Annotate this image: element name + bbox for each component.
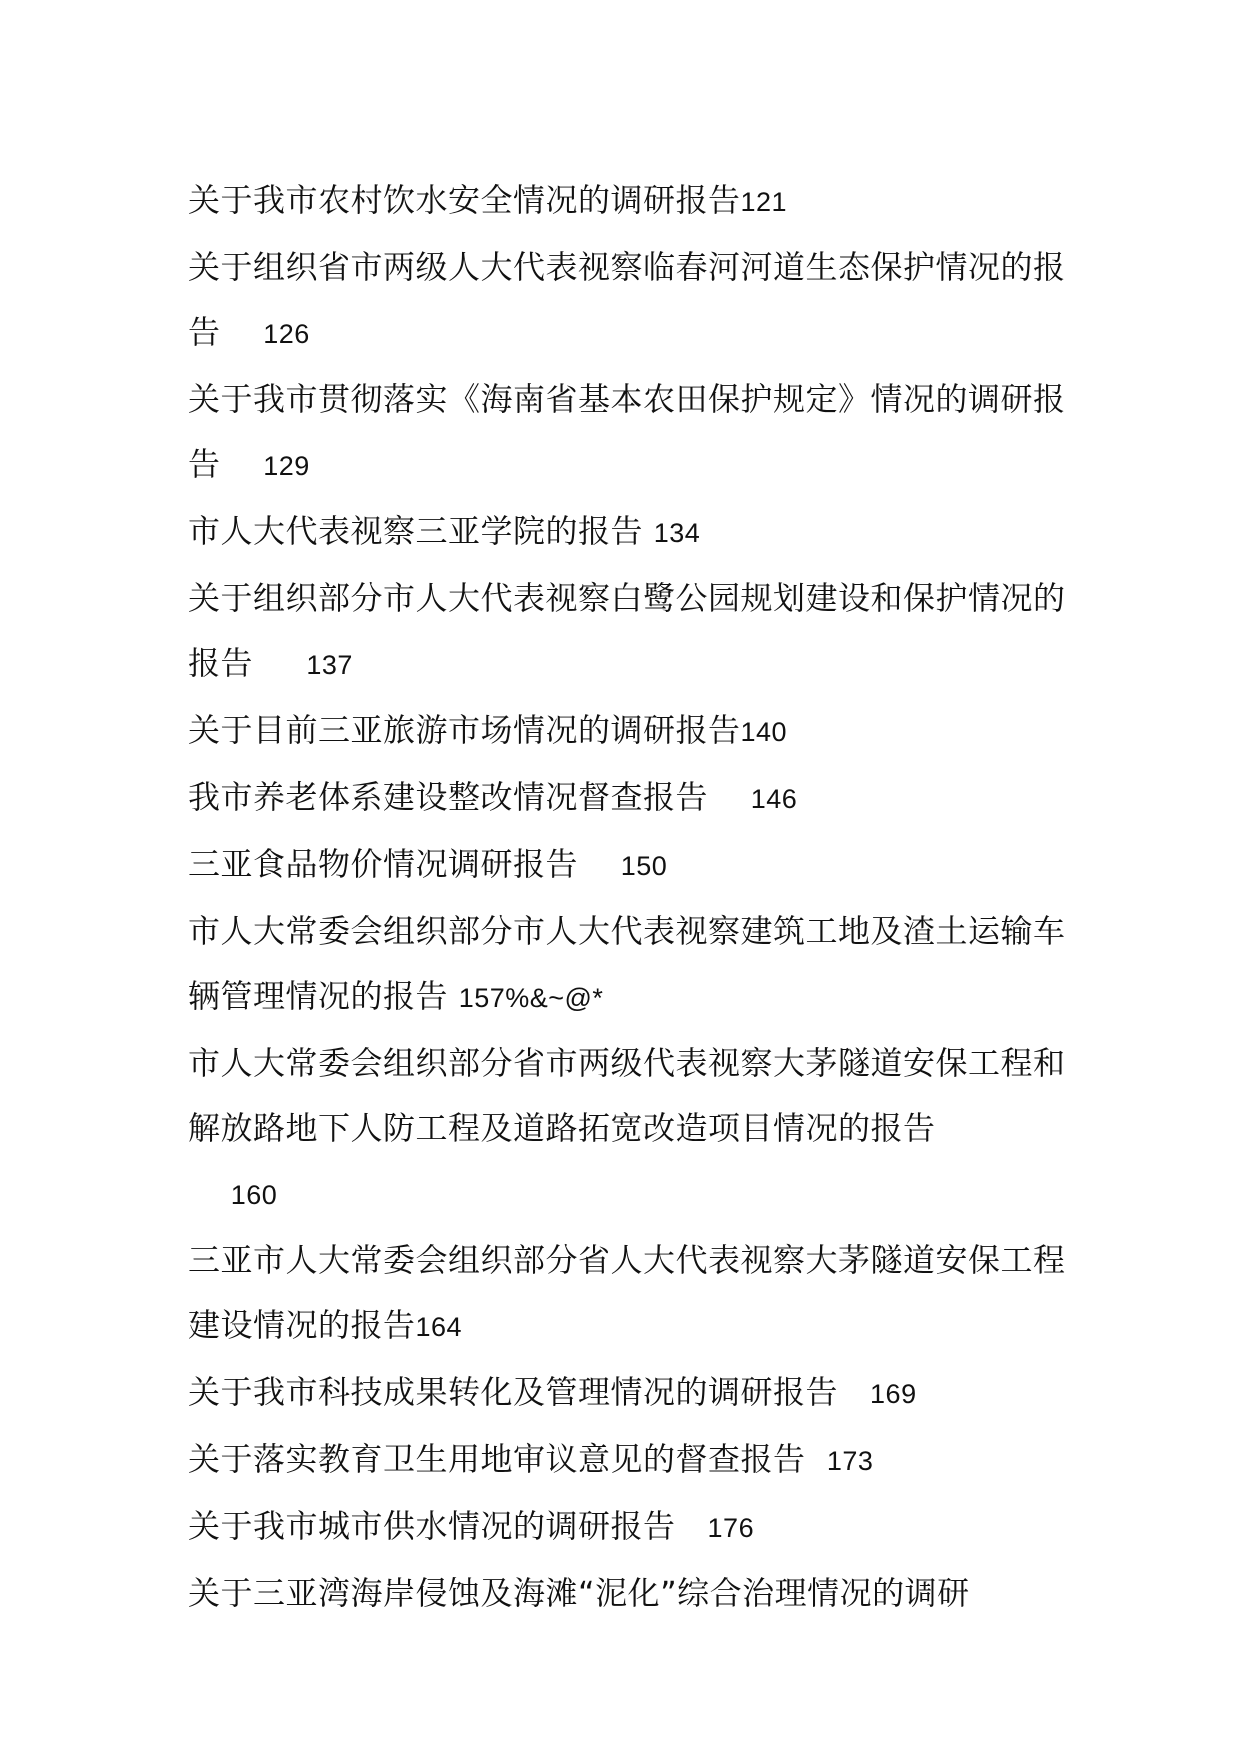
toc-entry [188,832,1068,899]
toc-entry-page: 140 [740,717,788,747]
toc-entry-page: 169 [870,1379,917,1409]
toc-entry-page: 157%&~@* [458,983,604,1013]
toc-entry-title: 市人大常委会组织部分市人大代表视察建筑工地及渣土运输车辆管理情况的报告 [188,912,1066,1015]
toc-entry-title: 市人大常委会组织部分省市两级代表视察大茅隧道安保工程和解放路地下人防工程及道路拓宽改造项目情况的报告 [188,1044,1066,1147]
toc-entry [188,1228,1068,1360]
toc-entry-title: 三亚市人大常委会组织部分省人大代表视察大茅隧道安保工程建设情况的报告 [188,1241,1066,1344]
toc-entry-page: 173 [826,1446,874,1476]
toc-entry-title: 关于我市科技成果转化及管理情况的调研报告 [188,1373,839,1411]
toc-entry [188,1360,1068,1427]
toc-entry [188,499,1068,566]
toc-entry-title: 关于我市城市供水情况的调研报告 [188,1507,676,1545]
toc-entry [188,765,1068,832]
toc-entry-title: 关于我市农村饮水安全情况的调研报告 [188,181,741,219]
toc-entry-page: 134 [653,518,701,548]
toc-entry-page: 137 [306,650,353,680]
toc-entry-page: 129 [263,451,310,481]
toc-entry [188,367,1068,499]
toc-entry [188,1031,1068,1228]
toc-entry-title: 关于目前三亚旅游市场情况的调研报告 [188,711,741,749]
toc-entry [188,566,1068,698]
toc-entry [188,1427,1068,1494]
toc-entry [188,168,1068,235]
toc-entry-page: 164 [415,1312,463,1342]
toc-entry-page: 160 [230,1180,278,1210]
toc-entry-title: 关于三亚湾海岸侵蚀及海滩“泥化”综合治理情况的调研 [188,1574,970,1612]
toc-entry-page: 121 [740,187,788,217]
toc-entry-title: 我市养老体系建设整改情况督查报告 [188,778,709,816]
table-of-contents [188,168,1068,1628]
toc-entry [188,1494,1068,1561]
toc-entry [188,235,1068,367]
toc-entry-title: 关于落实教育卫生用地审议意见的督查报告 [188,1440,806,1478]
toc-entry-title: 关于组织省市两级人大代表视察临春河河道生态保护情况的报告 [188,248,1066,351]
toc-entry-title: 三亚食品物价情况调研报告 [188,845,579,883]
toc-entry [188,698,1068,765]
toc-entry [188,899,1068,1031]
toc-entry-page: 150 [620,851,668,881]
toc-entry-page: 176 [707,1513,755,1543]
toc-entry-title: 关于我市贯彻落实《海南省基本农田保护规定》情况的调研报告 [188,380,1066,483]
toc-entry-page: 126 [263,319,310,349]
toc-entry-title: 市人大代表视察三亚学院的报告 [188,512,644,550]
toc-entry-page: 146 [750,784,798,814]
toc-entry-title: 关于组织部分市人大代表视察白鹭公园规划建设和保护情况的报告 [188,579,1066,682]
toc-entry [188,1561,1068,1628]
